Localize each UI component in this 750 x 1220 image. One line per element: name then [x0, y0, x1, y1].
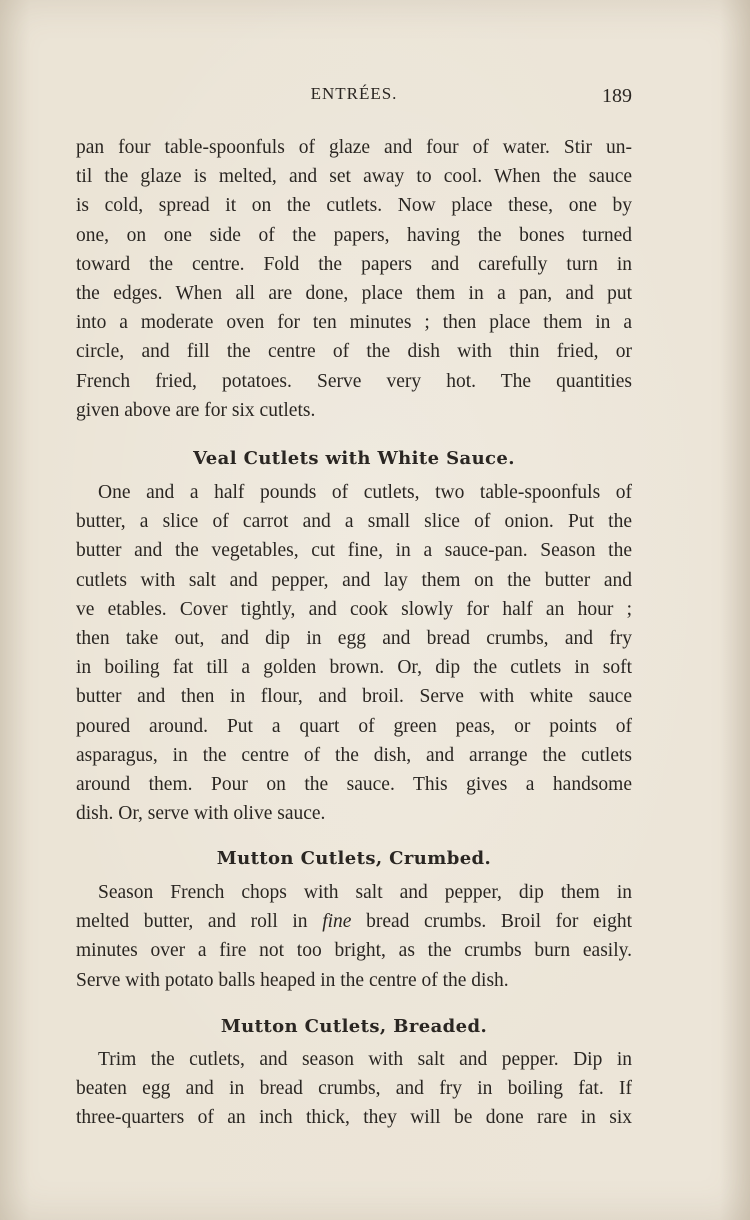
text-line: ve etables. Cover tightly, and cook slowly for half an hour ;	[76, 598, 632, 620]
text-line: one, on one side of the papers, having the bones turned	[76, 224, 632, 246]
text-line: given above are for six cutlets.	[76, 399, 316, 421]
text-line: the edges. When all are done, place them in a pan, and put	[76, 282, 632, 304]
veal-cutlets-paragraph	[76, 478, 632, 828]
mutton-crumbed-paragraph	[76, 878, 632, 995]
text-line: butter and then in flour, and broil. Serve with white sauce	[76, 686, 632, 708]
running-title: ENTRÉES.	[310, 84, 398, 103]
text-line: asparagus, in the centre of the dish, and arrange the cutlets	[76, 744, 632, 766]
text-line: One and a half pounds of cutlets, two table-spoonfuls of	[98, 482, 632, 503]
text-line: three-quarters of an inch thick, they will be done rare in six	[76, 1107, 632, 1129]
mutton-breaded-paragraph	[76, 1045, 632, 1133]
recipe-heading-mutton-crumbed: Mutton Cutlets, Crumbed.	[216, 848, 492, 869]
text-line: pan four table-spoonfuls of glaze and four of water. Stir un-	[76, 137, 632, 158]
text-line: then take out, and dip in egg and bread crumbs, and fry	[76, 627, 632, 649]
emphasized-word: fine	[322, 911, 352, 933]
text-line: til the glaze is melted, and set away to cool. When the sauce	[76, 166, 632, 188]
text-line: cutlets with salt and pepper, and lay them on the butter and	[76, 569, 632, 591]
text-line: Trim the cutlets, and season with salt and pepper. Dip in	[98, 1049, 632, 1070]
text-line	[76, 907, 632, 936]
text-line: into a moderate oven for ten minutes ; then place them in a	[76, 312, 632, 334]
text-line: butter, a slice of carrot and a small slice of onion. Put the	[76, 511, 632, 533]
text-line: is cold, spread it on the cutlets. Now place these, one by	[76, 195, 632, 217]
text-line: Serve with potato balls heaped in the centre of the dish.	[76, 969, 509, 991]
text-line: around them. Pour on the sauce. This gives a handsome	[76, 773, 632, 795]
text-line: minutes over a fire not too bright, as the crumbs burn easily.	[76, 940, 632, 962]
continuation-paragraph	[76, 133, 632, 425]
running-header	[76, 84, 632, 110]
text-line: butter and the vegetables, cut fine, in a sauce-pan. Season the	[76, 540, 632, 562]
text-line: toward the centre. Fold the papers and carefully turn in	[76, 253, 632, 275]
text-line: dish. Or, serve with olive sauce.	[76, 803, 326, 825]
text-line: French fried, potatoes. Serve very hot. The quantities	[76, 370, 632, 392]
recipe-heading-veal-cutlets: Veal Cutlets with White Sauce.	[193, 448, 515, 469]
text-segment: bread crumbs. Broil for eight	[366, 911, 633, 933]
text-line: circle, and fill the centre of the dish with thin fried, or	[76, 341, 632, 363]
text-line: in boiling fat till a golden brown. Or, dip the cutlets in soft	[76, 657, 632, 679]
text-line: Season French chops with salt and pepper, dip them in	[98, 882, 632, 903]
text-segment: melted butter, and roll in	[76, 911, 308, 933]
page-number: 189	[602, 85, 632, 107]
recipe-heading-mutton-breaded: Mutton Cutlets, Breaded.	[220, 1016, 488, 1037]
text-line: poured around. Put a quart of green peas, or points of	[76, 715, 632, 737]
text-line: beaten egg and in bread crumbs, and fry in boiling fat. If	[76, 1078, 632, 1100]
